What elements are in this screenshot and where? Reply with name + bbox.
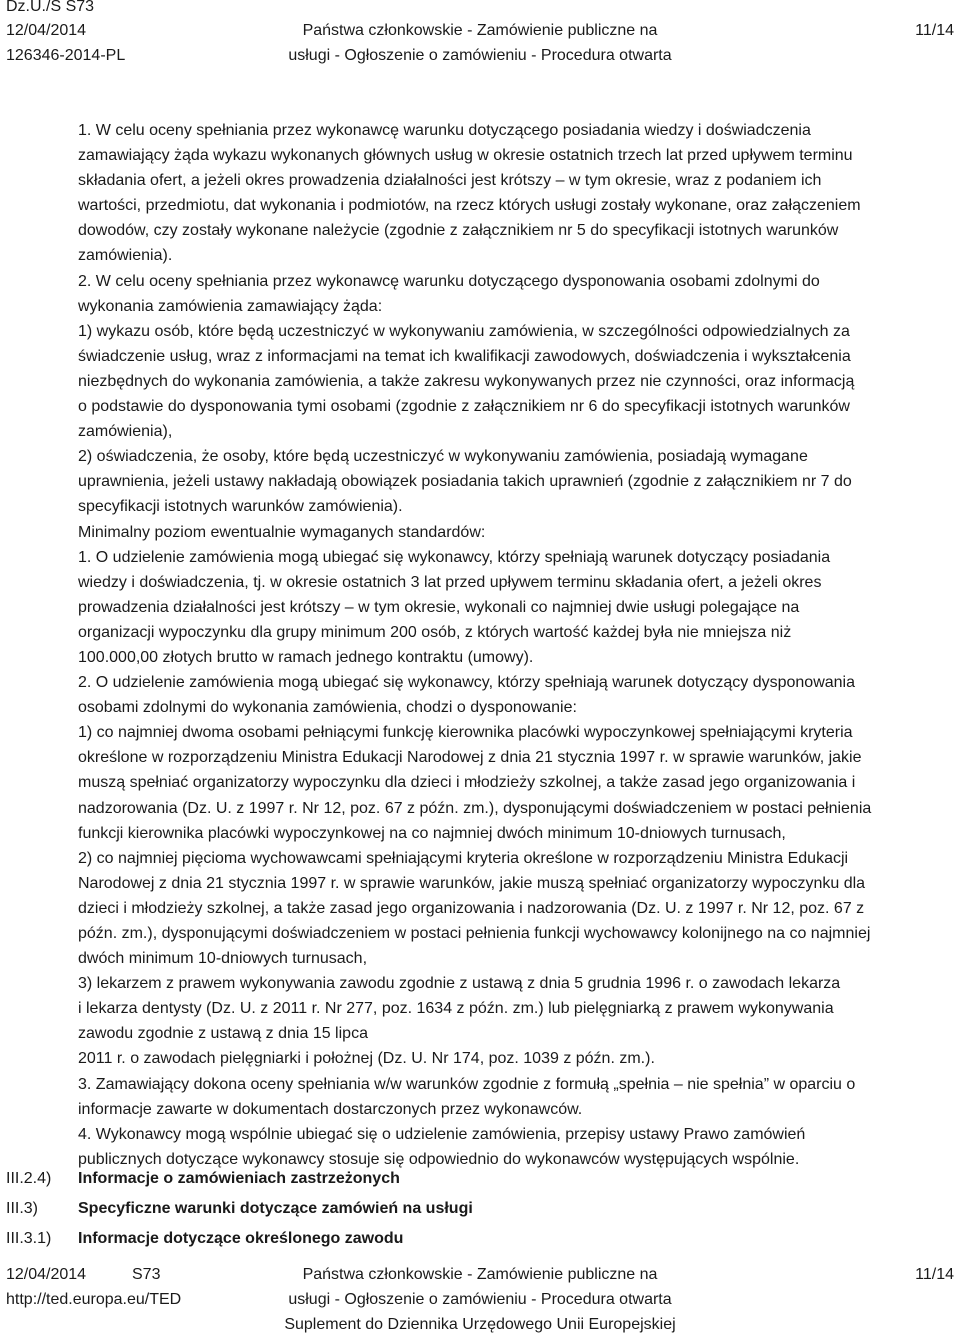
- body-line: 100.000,00 złotych brutto w ramach jednego kontraktu (umowy).: [78, 648, 534, 666]
- body-line: funkcji kierownika placówki wypoczynkowej na co najmniej dwóch minimum 10-dniowych turnusach,: [78, 824, 786, 842]
- notice-body-text: [78, 118, 960, 1172]
- body-line: organizacji wypoczynku dla grupy minimum 200 osób, z których wartość każdej była nie mniejsza niż: [78, 623, 792, 641]
- footer-supplement: Suplement do Dziennika Urzędowego Unii Europejskiej: [284, 1316, 676, 1333]
- body-line: 2. O udzielenie zamówienia mogą ubiegać się wykonawcy, którzy spełniają warunek dotyczący dysponowania: [78, 674, 855, 692]
- body-line: uprawnienia, jeżeli ustawy nakładają obowiązek posiadania takich uprawnień (zgodnie z załącznikiem nr 7 do: [78, 473, 852, 491]
- body-line: 1. O udzielenie zamówienia mogą ubiegać się wykonawcy, którzy spełniają warunek dotyczący posiadania: [78, 548, 831, 566]
- footer-category-line1: Państwa członkowskie - Zamówienie publiczne na: [302, 1266, 658, 1283]
- body-line: wykonania zamówienia zamawiający żąda:: [78, 297, 383, 315]
- body-line: 1. W celu oceny spełniania przez wykonawcę warunku dotyczącego posiadania wiedzy i doświadczenia: [78, 122, 811, 139]
- body-line: zamówienia).: [78, 247, 173, 265]
- body-line: 1) co najmniej dwoma osobami pełniącymi funkcję kierownika placówki wypoczynkowej spełniającymi kryteria: [78, 724, 853, 742]
- body-line: dwóch minimum 10-dniowych turnusach,: [78, 950, 368, 968]
- body-line: dowodów, czy zostały wykonane należycie (zgodnie z załącznikiem nr 5 do specyfikacji istotnych warunków: [78, 222, 839, 240]
- section-title: Specyficzne warunki dotyczące zamówień na usługi: [78, 1200, 473, 1217]
- notice-id: 126346-2014-PL: [6, 47, 126, 64]
- footer-series: S73: [132, 1266, 161, 1283]
- body-line: świadczenie usług, wraz z informacjami na temat ich kwalifikacji zawodowych, doświadczenia i wykształcenia: [78, 347, 851, 365]
- body-line: 2) oświadczenia, że osoby, które będą uczestniczyć w wykonywaniu zamówienia, posiadają wymagane: [78, 448, 808, 466]
- body-line: prowadzenia działalności jest krótszy ‒ w tym okresie, wykonali co najmniej dwie usługi polegające na: [78, 598, 800, 616]
- body-line: nadzorowania (Dz. U. z 1997 r. Nr 12, poz. 67 z późn. zm.), dysponującymi doświadczeniem w postaci pełnienia: [78, 799, 872, 817]
- body-line: dzieci i młodzieży szkolnej, a także zasad jego organizowania i nadzorowania (Dz. U. z 1997 r. Nr 12, poz. 67 z: [78, 899, 865, 917]
- body-line: Minimalny poziom ewentualnie wymaganych standardów:: [78, 523, 486, 541]
- body-line: późn. zm.), dysponującymi doświadczeniem w postaci pełnienia funkcji wychowawcy kolonijnego na co najmniej: [78, 925, 871, 942]
- section-number: III.3.1): [6, 1230, 52, 1247]
- body-line: zamawiający żąda wykazu wykonanych głównych usług w okresie ostatnich trzech lat przed upływem terminu: [78, 147, 853, 165]
- body-line: 2) co najmniej pięcioma wychowawcami spełniającymi kryteria określone w rozporządzeniu Ministra Edukacji: [78, 849, 849, 867]
- footer-url-link[interactable]: http://ted.europa.eu/TED: [6, 1291, 182, 1308]
- section-number: III.2.4): [6, 1170, 52, 1187]
- body-line: osobami zdolnymi do wykonania zamówienia, chodzi o dysponowanie:: [78, 699, 577, 717]
- body-line: składania ofert, a jeżeli okres prowadzenia działalności jest krótszy ‒ w tym okresie, wraz z podaniem ich: [78, 172, 822, 190]
- body-line: niezbędnych do wykonania zamówienia, a także zakresu wykonywanych przez nie czynności, oraz informacją: [78, 372, 855, 390]
- body-line: Narodowej z dnia 21 stycznia 1997 r. w sprawie warunków, jakie muszą spełniać organizatorzy wypoczynku dla: [78, 874, 866, 892]
- body-line: o podstawie do dysponowania tymi osobami (zgodnie z załącznikiem nr 6 do specyfikacji istotnych warunków: [78, 398, 850, 416]
- body-line: muszą spełniać organizatorzy wypoczynku dla dzieci i młodzieży szkolnej, a także zasad jego organizowania i: [78, 774, 856, 792]
- body-line: i lekarza dentysty (Dz. U. z 2011 r. Nr 277, poz. 1634 z późn. zm.) lub pielęgniarką z prawem wykonywania: [78, 1000, 834, 1018]
- body-line: informacje zawarte w dokumentach dostarczonych przez wykonawców.: [78, 1100, 583, 1118]
- header-page-number: 11/14: [915, 22, 954, 39]
- body-line: 2011 r. o zawodach pielęgniarki i położnej (Dz. U. Nr 174, poz. 1039 z późn. zm.).: [78, 1050, 655, 1068]
- body-line: 3) lekarzem z prawem wykonywania zawodu zgodnie z ustawą z dnia 5 grudnia 1996 r. o zawodach lekarza: [78, 975, 841, 993]
- section-title: Informacje o zamówieniach zastrzeżonych: [78, 1170, 400, 1187]
- section-title: Informacje dotyczące określonego zawodu: [78, 1230, 404, 1247]
- body-line: 4. Wykonawcy mogą wspólnie ubiegać się o udzielenie zamówienia, przepisy ustawy Prawo zamówień: [78, 1125, 806, 1143]
- body-line: 1) wykazu osób, które będą uczestniczyć w wykonywaniu zamówienia, w szczególności odpowiedzialnych za: [78, 322, 850, 340]
- header-date: 12/04/2014: [6, 22, 87, 39]
- section-number: III.3): [6, 1200, 39, 1217]
- body-line: wiedzy i doświadczenia, tj. w okresie ostatnich 3 lat przed upływem terminu składania ofert, a jeżeli okres: [78, 573, 822, 591]
- body-line: 3. Zamawiający dokona oceny spełniania w/w warunków zgodnie z formułą „spełnia ‒ nie spełnia” w oparciu o: [78, 1075, 856, 1093]
- body-line: określone w rozporządzeniu Ministra Edukacji Narodowej z dnia 21 stycznia 1997 r. w sprawie warunków, jakie: [78, 749, 862, 767]
- footer-category-line2: usługi - Ogłoszenie o zamówieniu - Procedura otwarta: [288, 1291, 672, 1308]
- body-line: specyfikacji istotnych warunków zamówienia).: [78, 498, 403, 516]
- footer-date: 12/04/2014: [6, 1266, 87, 1283]
- body-line: zawodu zgodnie z ustawą z dnia 15 lipca: [78, 1025, 368, 1043]
- body-line: publicznych dotyczące wykonawcy stosuje się odpowiednio do wykonawców występujących wspólnie.: [78, 1150, 800, 1168]
- body-line: wartości, przedmiotu, dat wykonania i podmiotów, na rzecz których usługi zostały wykonane, oraz załączeniem: [78, 197, 861, 215]
- journal-reference: Dz.U./S S73: [6, 0, 95, 15]
- body-line: 2. W celu oceny spełniania przez wykonawcę warunku dotyczącego dysponowania osobami zdolnymi do: [78, 272, 820, 290]
- header-category-line2: usługi - Ogłoszenie o zamówieniu - Procedura otwarta: [288, 47, 672, 64]
- header-category-line1: Państwa członkowskie - Zamówienie publiczne na: [302, 22, 658, 39]
- footer-page-number: 11/14: [915, 1266, 954, 1283]
- body-line: zamówienia),: [78, 423, 173, 441]
